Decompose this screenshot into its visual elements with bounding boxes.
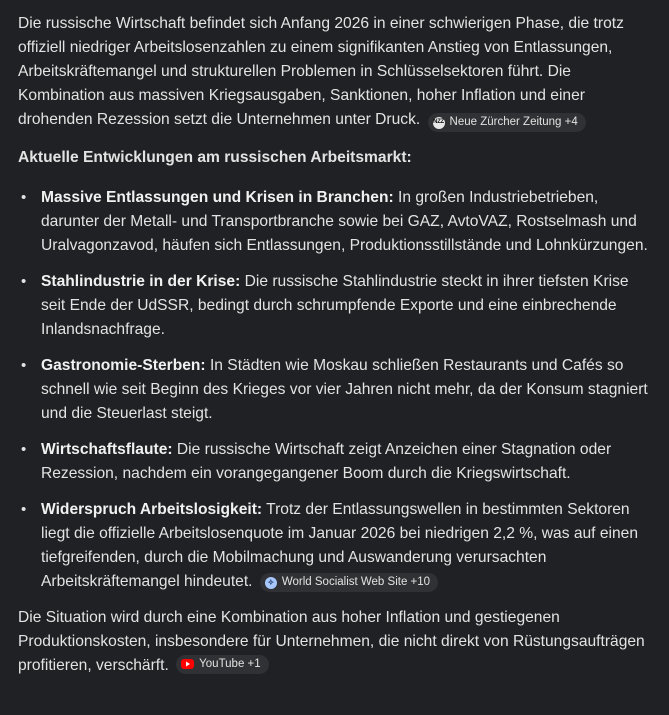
bullet-icon: • (21, 273, 27, 290)
list-item-text: In Städten wie Moskau schließen Restaurants und Cafés so schnell wie seit Beginn des Krieges vor vier Jahren nicht mehr, da der Konsum stagniert und die Steuerlast steigt. (41, 357, 648, 422)
list-item-title: Widerspruch Arbeitslosigkeit: (41, 501, 263, 518)
list-item-text: Trotz der Entlassungswellen in bestimmten Sektoren liegt die offizielle Arbeitslosenquote im Januar 2026 bei niedrigen 2,2 %, was auf einen tiefgreifenden, durch die Mobilmachung und Auswanderung verursachten Arbeitskräftemangel hindeutet. (41, 501, 638, 590)
source-chip-label: World Socialist Web Site +10 (281, 576, 431, 588)
source-chip-label: YouTube +1 (199, 657, 261, 670)
list-item-title: Stahlindustrie in der Krise: (41, 273, 241, 290)
list-item (18, 354, 651, 426)
list-item-text: Die russische Wirtschaft zeigt Anzeichen einer Stagnation oder Rezession, nachdem ein vorangegangener Boom durch die Kriegswirtschaft. (41, 441, 612, 482)
list-item (18, 498, 651, 594)
list-item (18, 270, 651, 342)
development-list (18, 186, 651, 594)
bullet-icon: • (21, 501, 27, 518)
intro-paragraph (18, 12, 651, 132)
intro-text: Die russische Wirtschaft befindet sich Anfang 2026 in einer schwierigen Phase, die trotz offiziell niedriger Arbeitslosenzahlen zu einem signifikanten Anstieg von Entlassungen, Arbeitskräftemangel und strukturellen Problemen in Schlüsselsektoren führt. Die Kombination aus massiven Kriegsausgaben, Sanktionen, hoher Inflation und einer drohenden Rezession setzt die Unternehmen unter Druck. (18, 15, 624, 128)
source-chip-youtube[interactable] (176, 655, 269, 674)
list-item-text: Die russische Stahlindustrie steckt in ihrer tiefsten Krise seit Ende der UdSSR, bedingt durch schrumpfende Exporte und eine einbrechende Inlandsnachfrage. (41, 273, 629, 338)
list-item (18, 186, 651, 258)
youtube-icon (181, 659, 194, 669)
globe-icon: ✧ (265, 577, 277, 589)
list-item-text: In großen Industriebetrieben, darunter der Metall- und Transportbranche sowie bei GAZ, AvtoVAZ, Rostselmash und Uralvagonzavod, häufen sich Entlassungen, Produktionsstillstände und Lohnkürzungen. (41, 189, 648, 254)
outro-text: Die Situation wird durch eine Kombination aus hoher Inflation und gestiegenen Produktionskosten, insbesondere für Unternehmen, die nicht direkt von Rüstungsaufträgen profitieren, verschärft. (18, 609, 645, 674)
section-heading: Aktuelle Entwicklungen am russischen Arbeitsmarkt: (18, 149, 412, 166)
list-item-title: Wirtschaftsflaute: (41, 441, 173, 458)
list-item (18, 438, 651, 486)
bullet-icon: • (21, 357, 27, 374)
outro-paragraph (18, 606, 651, 678)
list-item-title: Gastronomie-Sterben: (41, 357, 206, 374)
bullet-icon: • (21, 189, 27, 206)
source-chip-wsws[interactable] (260, 573, 438, 592)
list-item-title: Massive Entlassungen und Krisen in Branchen: (41, 189, 394, 206)
source-chip-nzz[interactable] (428, 113, 586, 132)
bullet-icon: • (21, 441, 27, 458)
source-chip-label: Neue Zürcher Zeitung +4 (449, 116, 578, 128)
nzz-logo-icon: NZZ (433, 117, 445, 129)
